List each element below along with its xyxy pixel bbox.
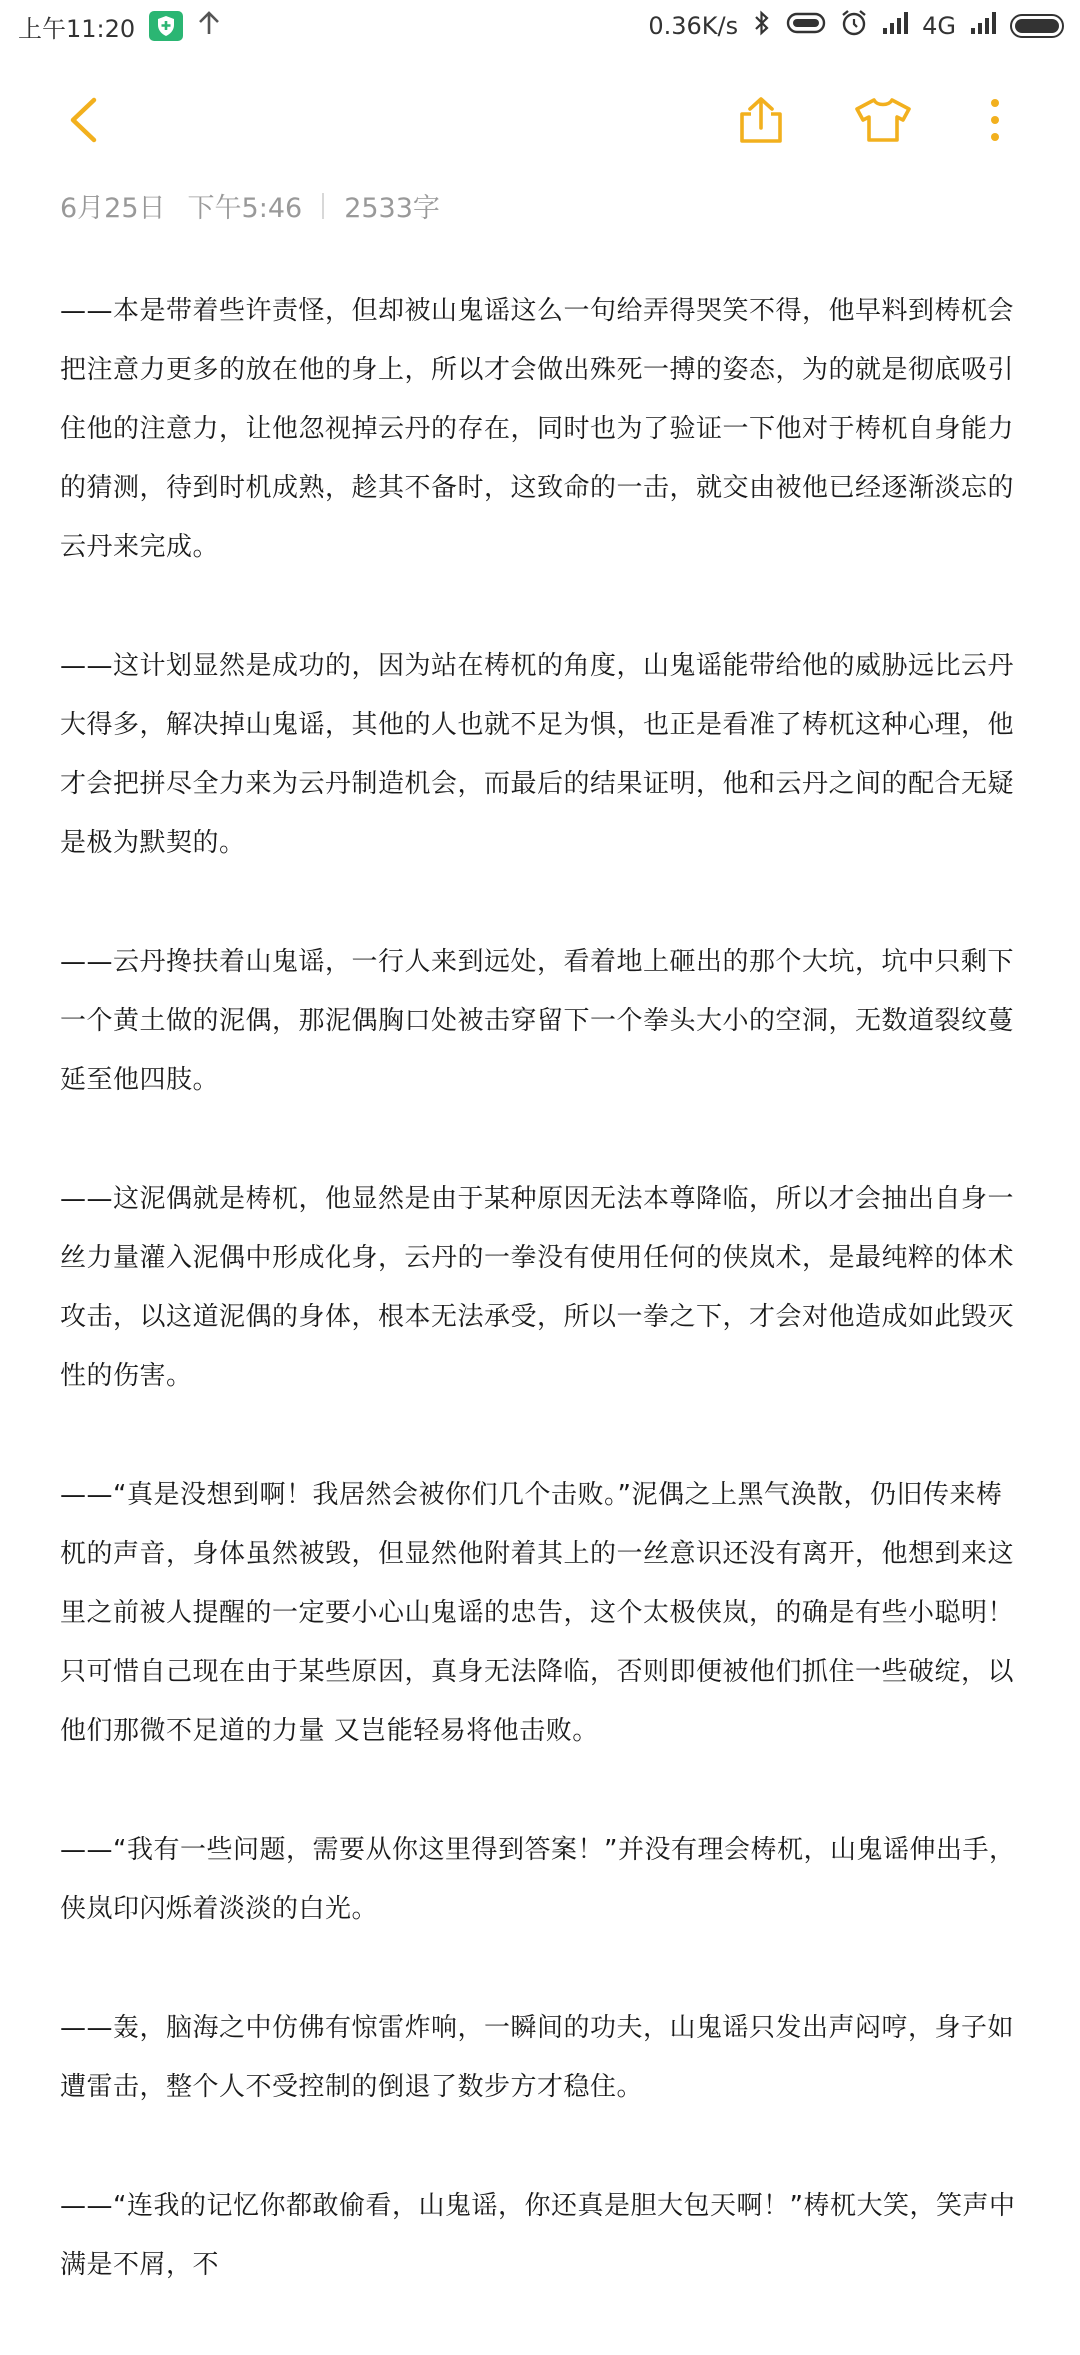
paragraph: ——轰，脑海之中仿佛有惊雷炸响，一瞬间的功夫，山鬼谣只发出声闷哼，身子如遭雷击，整个人不受控制的倒退了数步方才稳住。 bbox=[60, 2013, 1015, 2102]
meta-divider bbox=[322, 193, 324, 219]
vibrate-icon bbox=[786, 11, 826, 41]
status-time: 上午11:20 bbox=[18, 14, 136, 43]
note-content[interactable] bbox=[60, 282, 1024, 2355]
paragraph: ——这计划显然是成功的，因为站在梼杌的角度，山鬼谣能带给他的威胁远比云丹大得多，解决掉山鬼谣，其他的人也就不足为惧，也正是看准了梼杌这种心理，他才会把拼尽全力来为云丹制造机会，而最后的结果证明，他和云丹之间的配合无疑是极为默契的。 bbox=[60, 651, 1015, 858]
signal-strength-2-icon bbox=[970, 11, 996, 41]
back-button[interactable] bbox=[48, 80, 118, 160]
note-date: 6月25日 bbox=[60, 193, 166, 224]
battery-icon bbox=[1010, 14, 1064, 38]
network-type: 4G bbox=[922, 12, 956, 40]
paragraph: ——“真是没想到啊！我居然会被你们几个击败。”泥偶之上黑气涣散，仍旧传来梼杌的声音，身体虽然被毁，但显然他附着其上的一丝意识还没有离开，他想到来这里之前被人提醒的一定要小心山鬼谣的忠告，这个太极侠岚，的确是有些小聪明！只可惜自己现在由于某些原因，真身无法降临，否则即便被他们抓住一些破绽，以他们那微不足道的力量 又岂能轻易将他击败。 bbox=[60, 1480, 1015, 1746]
paragraph: ——“我有一些问题，需要从你这里得到答案！”并没有理会梼杌，山鬼谣伸出手，侠岚印闪烁着淡淡的白光。 bbox=[60, 1835, 1016, 1924]
note-time: 下午5:46 bbox=[187, 193, 303, 224]
security-shield-icon bbox=[149, 11, 183, 41]
share-icon bbox=[737, 96, 785, 144]
bluetooth-icon bbox=[752, 9, 772, 43]
note-meta bbox=[60, 186, 440, 225]
share-button[interactable] bbox=[726, 80, 796, 160]
signal-strength-icon bbox=[882, 11, 908, 41]
network-speed: 0.36K/s bbox=[648, 12, 739, 40]
theme-shirt-icon bbox=[853, 96, 913, 144]
more-icon bbox=[989, 98, 1001, 142]
paragraph: ——云丹搀扶着山鬼谣，一行人来到远处，看着地上砸出的那个大坑，坑中只剩下一个黄土做的泥偶，那泥偶胸口处被击穿留下一个拳头大小的空洞，无数道裂纹蔓延至他四肢。 bbox=[60, 947, 1015, 1095]
status-bar-left bbox=[18, 9, 221, 44]
upload-arrow-icon bbox=[197, 10, 221, 42]
status-bar bbox=[0, 0, 1080, 52]
word-count: 2533字 bbox=[344, 193, 440, 224]
note-toolbar bbox=[0, 80, 1080, 160]
alarm-icon bbox=[840, 9, 868, 43]
paragraph: ——“连我的记忆你都敢偷看，山鬼谣，你还真是胆大包天啊！”梼杌大笑，笑声中满是不屑，不 bbox=[60, 2191, 1016, 2280]
paragraph: ——这泥偶就是梼杌，他显然是由于某种原因无法本尊降临，所以才会抽出自身一丝力量灌入泥偶中形成化身，云丹的一拳没有使用任何的侠岚术，是最纯粹的体术攻击，以这道泥偶的身体，根本无法承受，所以一拳之下，才会对他造成如此毁灭性的伤害。 bbox=[60, 1184, 1015, 1391]
paragraph: ——本是带着些许责怪，但却被山鬼谣这么一句给弄得哭笑不得，他早料到梼杌会把注意力更多的放在他的身上，所以才会做出殊死一搏的姿态，为的就是彻底吸引住他的注意力，让他忽视掉云丹的存在，同时也为了验证一下他对于梼杌自身能力的猜测，待到时机成熟，趁其不备时，这致命的一击，就交由被他已经逐渐淡忘的云丹来完成。 bbox=[60, 296, 1015, 562]
back-icon bbox=[68, 97, 98, 143]
theme-button[interactable] bbox=[846, 80, 920, 160]
status-bar-right bbox=[648, 9, 1064, 43]
more-options-button[interactable] bbox=[960, 80, 1030, 160]
